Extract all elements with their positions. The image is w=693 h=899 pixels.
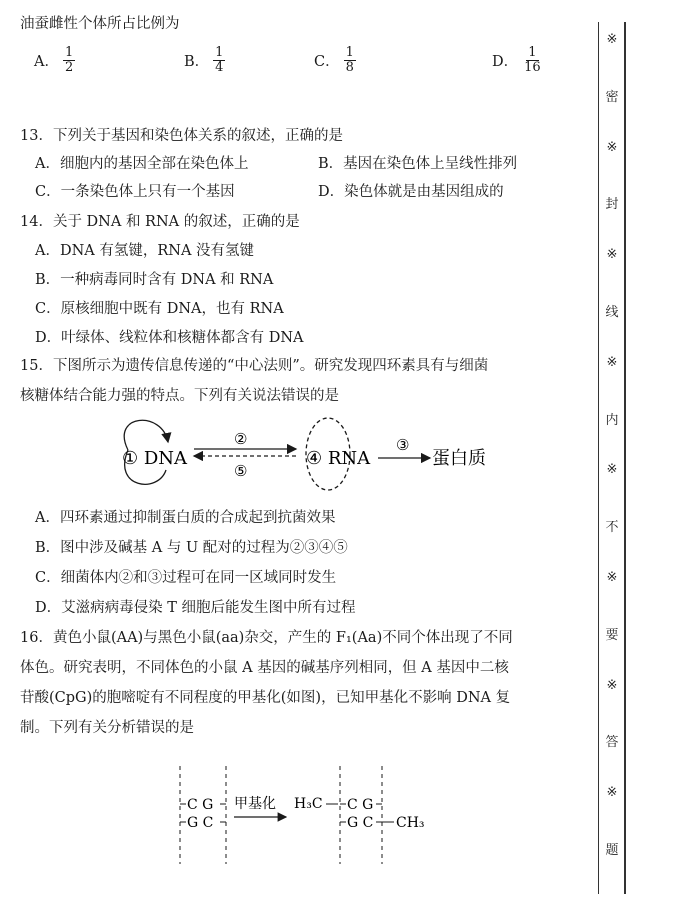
q14-option-a: A．DNA 有氢键，RNA 没有氢键 — [35, 243, 255, 259]
numerator: 1 — [345, 45, 354, 60]
denominator: 8 — [345, 60, 354, 75]
q13-option-b: B．基因在染色体上呈线性排列 — [318, 156, 518, 172]
margin-line-inner — [598, 22, 599, 894]
margin-asterism: ※ — [606, 139, 618, 155]
q16-stem-line2: 体色。研究表明，不同体色的小鼠 A 基因的碱基序列相同，但 A 基因中二核 — [20, 660, 509, 676]
margin-asterism: ※ — [606, 570, 618, 585]
methylation-label: 甲基化 — [234, 796, 276, 812]
q12-option-b — [184, 46, 225, 75]
margin-char: 密 — [605, 89, 619, 105]
methylation-diagram — [168, 764, 438, 868]
q13-option-d: D．染色体就是由基因组成的 — [318, 184, 504, 200]
option-letter: A． — [34, 54, 59, 70]
q16-stem-line3: 苷酸(CpG)的胞嘧啶有不同程度的甲基化(如图)，已知甲基化不影响 DNA 复 — [20, 690, 511, 706]
q14-option-d: D．叶绿体、线粒体和核糖体都含有 DNA — [35, 330, 304, 346]
q14-option-b: B．一种病毒同时含有 DNA 和 RNA — [35, 272, 274, 288]
q16-stem-line1: 16．黄色小鼠(AA)与黑色小鼠(aa)杂交，产生的 F₁(Aa)不同个体出现了不同 — [20, 630, 513, 646]
q15-option-c: C．细菌体内②和③过程可在同一区域同时发生 — [35, 570, 337, 586]
margin-line-outer — [624, 22, 626, 894]
denominator: 16 — [524, 60, 541, 75]
q15-option-b: B．图中涉及碱基 A 与 U 配对的过程为②③④⑤ — [35, 540, 348, 556]
binding-margin — [590, 22, 624, 894]
q14-stem: 14．关于 DNA 和 RNA 的叙述，正确的是 — [20, 214, 300, 230]
left-top-bases: C G — [187, 797, 214, 813]
q15-option-a: A．四环素通过抑制蛋白质的合成起到抗菌效果 — [35, 510, 336, 526]
central-dogma-diagram — [110, 414, 490, 498]
numerator: 1 — [64, 45, 74, 60]
margin-asterism: ※ — [606, 247, 618, 263]
methyl-right: CH₃ — [396, 815, 425, 831]
margin-asterism: ※ — [606, 785, 618, 801]
margin-char: 线 — [605, 305, 619, 320]
left-bottom-bases: G C — [187, 815, 214, 831]
numerator: 1 — [528, 45, 537, 60]
methyl-left: H₃C — [294, 796, 323, 812]
q13-stem: 13．下列关于基因和染色体关系的叙述，正确的是 — [20, 128, 343, 144]
fraction — [522, 46, 543, 75]
dna-replication-loop — [124, 420, 168, 450]
q12-tail: 油蚕雌性个体所占比例为 — [20, 16, 180, 32]
margin-asterism: ※ — [606, 677, 618, 693]
margin-char: 封 — [605, 197, 619, 213]
step-reverse-label: ⑤ — [234, 462, 248, 480]
q15-stem-line2: 核糖体结合能力强的特点。下列有关说法错误的是 — [20, 388, 339, 404]
margin-char: 要 — [605, 627, 619, 643]
right-bottom-bases: G C — [347, 815, 374, 831]
q13-option-a: A．细胞内的基因全部在染色体上 — [35, 156, 249, 172]
option-letter: C． — [314, 54, 340, 70]
denominator: 4 — [215, 60, 224, 75]
denominator: 2 — [64, 60, 74, 75]
q14-option-c: C．原核细胞中既有 DNA，也有 RNA — [35, 301, 284, 317]
margin-asterism: ※ — [606, 354, 618, 370]
q12-option-d — [492, 46, 543, 75]
step-transcription-label: ② — [234, 430, 248, 448]
margin-char: 答 — [605, 735, 619, 751]
q13-option-c: C．一条染色体上只有一个基因 — [35, 184, 235, 200]
q12-option-a — [34, 46, 75, 75]
rna-label: ④ RNA — [306, 448, 371, 469]
margin-asterism: ※ — [606, 32, 618, 47]
q12-option-c — [314, 46, 356, 75]
q15-option-d: D．艾滋病病毒侵染 T 细胞后能发生图中所有过程 — [35, 600, 356, 616]
dna-label: ① DNA — [122, 448, 188, 469]
margin-asterism: ※ — [606, 462, 618, 478]
q15-stem-line1: 15．下图所示为遗传信息传递的“中心法则”。研究发现四环素具有与细菌 — [20, 358, 489, 374]
protein-label: 蛋白质 — [432, 448, 486, 469]
margin-char: 内 — [605, 412, 619, 428]
numerator: 1 — [215, 45, 224, 60]
q16-stem-line4: 制。下列有关分析错误的是 — [20, 720, 194, 736]
fraction — [344, 46, 356, 75]
margin-char: 题 — [605, 843, 619, 858]
fraction — [213, 46, 225, 75]
right-top-bases: C G — [347, 797, 374, 813]
margin-char: 不 — [605, 520, 619, 536]
step-translation-label: ③ — [396, 436, 410, 454]
fraction — [63, 46, 75, 75]
option-letter: D． — [492, 54, 519, 70]
option-letter: B． — [184, 54, 210, 70]
